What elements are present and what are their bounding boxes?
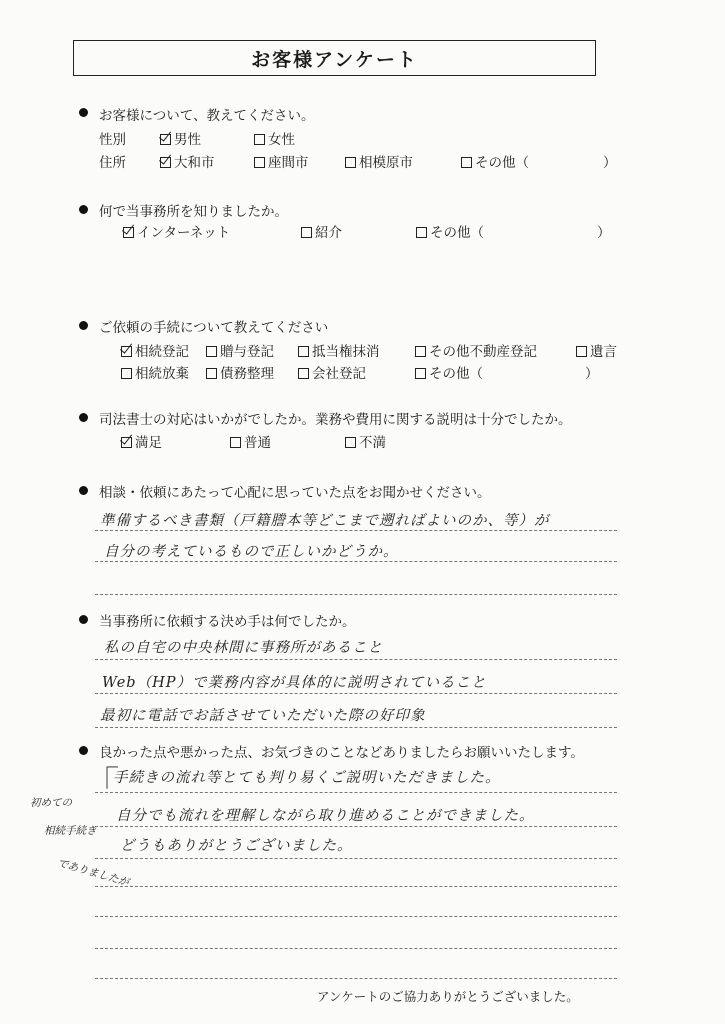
option-sagamihara[interactable] <box>345 151 413 171</box>
option-procedure-other-label: その他（ <box>429 366 483 382</box>
option-inheritance-renunciation[interactable] <box>121 362 189 382</box>
q5-answer-line-1: 準備するべき書類（戸籍謄本等どこまで遡ればよいのか、等）が <box>100 513 550 529</box>
option-company-registration-label: 会社登記 <box>312 366 366 382</box>
bullet-q5 <box>79 486 88 495</box>
option-gift-registration-label: 贈与登記 <box>220 344 274 360</box>
answer-line <box>95 530 617 531</box>
answer-line <box>95 886 617 887</box>
checkbox-will[interactable] <box>576 346 587 357</box>
answer-line <box>95 561 617 562</box>
question-3: ご依頼の手続について教えてください <box>99 320 329 336</box>
option-address-other-label: その他（ <box>475 155 529 171</box>
option-internet-label: インターネット <box>137 225 231 241</box>
option-will[interactable] <box>576 340 617 360</box>
margin-note-line-1: 初めての <box>30 797 72 809</box>
option-female[interactable] <box>254 128 295 148</box>
question-7: 良かった点や悪かった点、お気づきのことなどありましたらお願いいたします。 <box>99 745 584 761</box>
question-6: 当事務所に依頼する決め手は何でしたか。 <box>99 614 356 630</box>
checkbox-referral[interactable] <box>301 227 312 238</box>
q6-answer-line-3: 最初に電話でお話させていただいた際の好印象 <box>100 708 426 724</box>
option-gift-registration[interactable] <box>206 340 274 360</box>
option-inheritance-registration[interactable] <box>121 340 189 360</box>
bullet-q7 <box>79 746 88 755</box>
checkbox-procedure-other[interactable] <box>415 368 426 379</box>
checkbox-gift-registration[interactable] <box>206 346 217 357</box>
option-will-label: 遺言 <box>590 344 617 360</box>
page-title: お客様アンケート <box>73 40 596 76</box>
answer-line <box>95 948 617 949</box>
question-1: お客様について、教えてください。 <box>99 108 315 124</box>
option-zama[interactable] <box>254 151 309 171</box>
option-internet[interactable] <box>123 221 230 241</box>
q7-answer-line-2: 自分でも流れを理解しながら取り進めることができました。 <box>116 808 535 824</box>
option-inheritance-renunciation-label: 相続放棄 <box>135 366 189 382</box>
gender-label: 性別 <box>99 132 126 148</box>
option-sagamihara-label: 相模原市 <box>359 155 413 171</box>
option-male-label: 男性 <box>174 132 201 148</box>
checkbox-zama[interactable] <box>254 157 265 168</box>
checkbox-female[interactable] <box>254 134 265 145</box>
bullet-q1 <box>79 108 88 117</box>
checkbox-other-real-estate[interactable] <box>415 346 426 357</box>
option-source-other[interactable] <box>416 221 484 241</box>
option-zama-label: 座間市 <box>268 155 309 171</box>
option-dissatisfied-label: 不満 <box>359 435 386 451</box>
option-inheritance-registration-label: 相続登記 <box>135 344 189 360</box>
bullet-q2 <box>79 205 88 214</box>
checkbox-source-other[interactable] <box>416 227 427 238</box>
answer-line <box>95 826 617 827</box>
checkbox-mortgage-cancellation[interactable] <box>298 346 309 357</box>
bullet-q6 <box>79 615 88 624</box>
checkbox-yamato[interactable] <box>160 157 171 168</box>
option-satisfied-label: 満足 <box>135 435 162 451</box>
option-debt-consolidation[interactable] <box>206 362 274 382</box>
option-dissatisfied[interactable] <box>345 431 386 451</box>
option-mortgage-cancellation[interactable] <box>298 340 380 360</box>
q7-answer-line-3: どうもありがとうございました。 <box>120 838 353 854</box>
answer-line <box>95 978 617 979</box>
checkbox-average[interactable] <box>230 437 241 448</box>
question-5: 相談・依頼にあたって心配に思っていた点をお聞かせください。 <box>99 485 491 501</box>
source-other-close: ） <box>597 225 611 241</box>
option-address-other[interactable] <box>461 151 529 171</box>
address-other-close: ） <box>603 155 617 171</box>
checkbox-dissatisfied[interactable] <box>345 437 356 448</box>
checkbox-company-registration[interactable] <box>298 368 309 379</box>
option-referral-label: 紹介 <box>315 225 342 241</box>
margin-note-line-3: でありましたが <box>56 856 131 889</box>
answer-line <box>95 792 617 793</box>
option-male[interactable] <box>160 128 201 148</box>
bullet-q3 <box>79 321 88 330</box>
q6-answer-line-2: Web（HP）で業務内容が具体的に説明されていること <box>102 675 487 691</box>
footer-thanks: アンケートのご協力ありがとうございました。 <box>317 989 579 1004</box>
checkbox-inheritance-registration[interactable] <box>121 346 132 357</box>
option-other-real-estate[interactable] <box>415 340 537 360</box>
checkbox-inheritance-renunciation[interactable] <box>121 368 132 379</box>
checkbox-satisfied[interactable] <box>121 437 132 448</box>
answer-line <box>95 727 617 728</box>
procedure-other-close: ） <box>585 366 599 382</box>
answer-line <box>95 594 617 595</box>
option-mortgage-cancellation-label: 抵当権抹消 <box>312 344 380 360</box>
answer-line <box>95 858 617 859</box>
option-yamato[interactable] <box>160 151 215 171</box>
q6-answer-line-1: 私の自宅の中央林間に事務所があること <box>104 640 383 656</box>
margin-note-line-2: 相続手続き <box>44 825 97 837</box>
answer-line <box>95 659 617 660</box>
checkbox-internet[interactable] <box>123 227 134 238</box>
option-debt-consolidation-label: 債務整理 <box>220 366 274 382</box>
handwritten-bracket: ⎾ <box>96 767 119 792</box>
answer-line <box>95 693 617 694</box>
option-female-label: 女性 <box>268 132 295 148</box>
question-2: 何で当事務所を知りましたか。 <box>99 204 288 220</box>
answer-line <box>95 916 617 917</box>
option-average[interactable] <box>230 431 271 451</box>
option-satisfied[interactable] <box>121 431 162 451</box>
question-4: 司法書士の対応はいかがでしたか。業務や費用に関する説明は十分でしたか。 <box>99 412 572 428</box>
bullet-q4 <box>79 413 88 422</box>
checkbox-address-other[interactable] <box>461 157 472 168</box>
option-other-real-estate-label: その他不動産登記 <box>429 344 537 360</box>
checkbox-male[interactable] <box>160 134 171 145</box>
option-procedure-other[interactable] <box>415 362 483 382</box>
checkbox-sagamihara[interactable] <box>345 157 356 168</box>
option-yamato-label: 大和市 <box>174 155 215 171</box>
address-label: 住所 <box>99 155 126 171</box>
q7-answer-line-1: 手続きの流れ等とても判り易くご説明いただきました。 <box>113 770 501 786</box>
q5-answer-line-2: 自分の考えているもので正しいかどうか。 <box>104 544 399 560</box>
checkbox-debt-consolidation[interactable] <box>206 368 217 379</box>
option-referral[interactable] <box>301 221 342 241</box>
option-source-other-label: その他（ <box>430 225 484 241</box>
option-average-label: 普通 <box>244 435 271 451</box>
option-company-registration[interactable] <box>298 362 366 382</box>
